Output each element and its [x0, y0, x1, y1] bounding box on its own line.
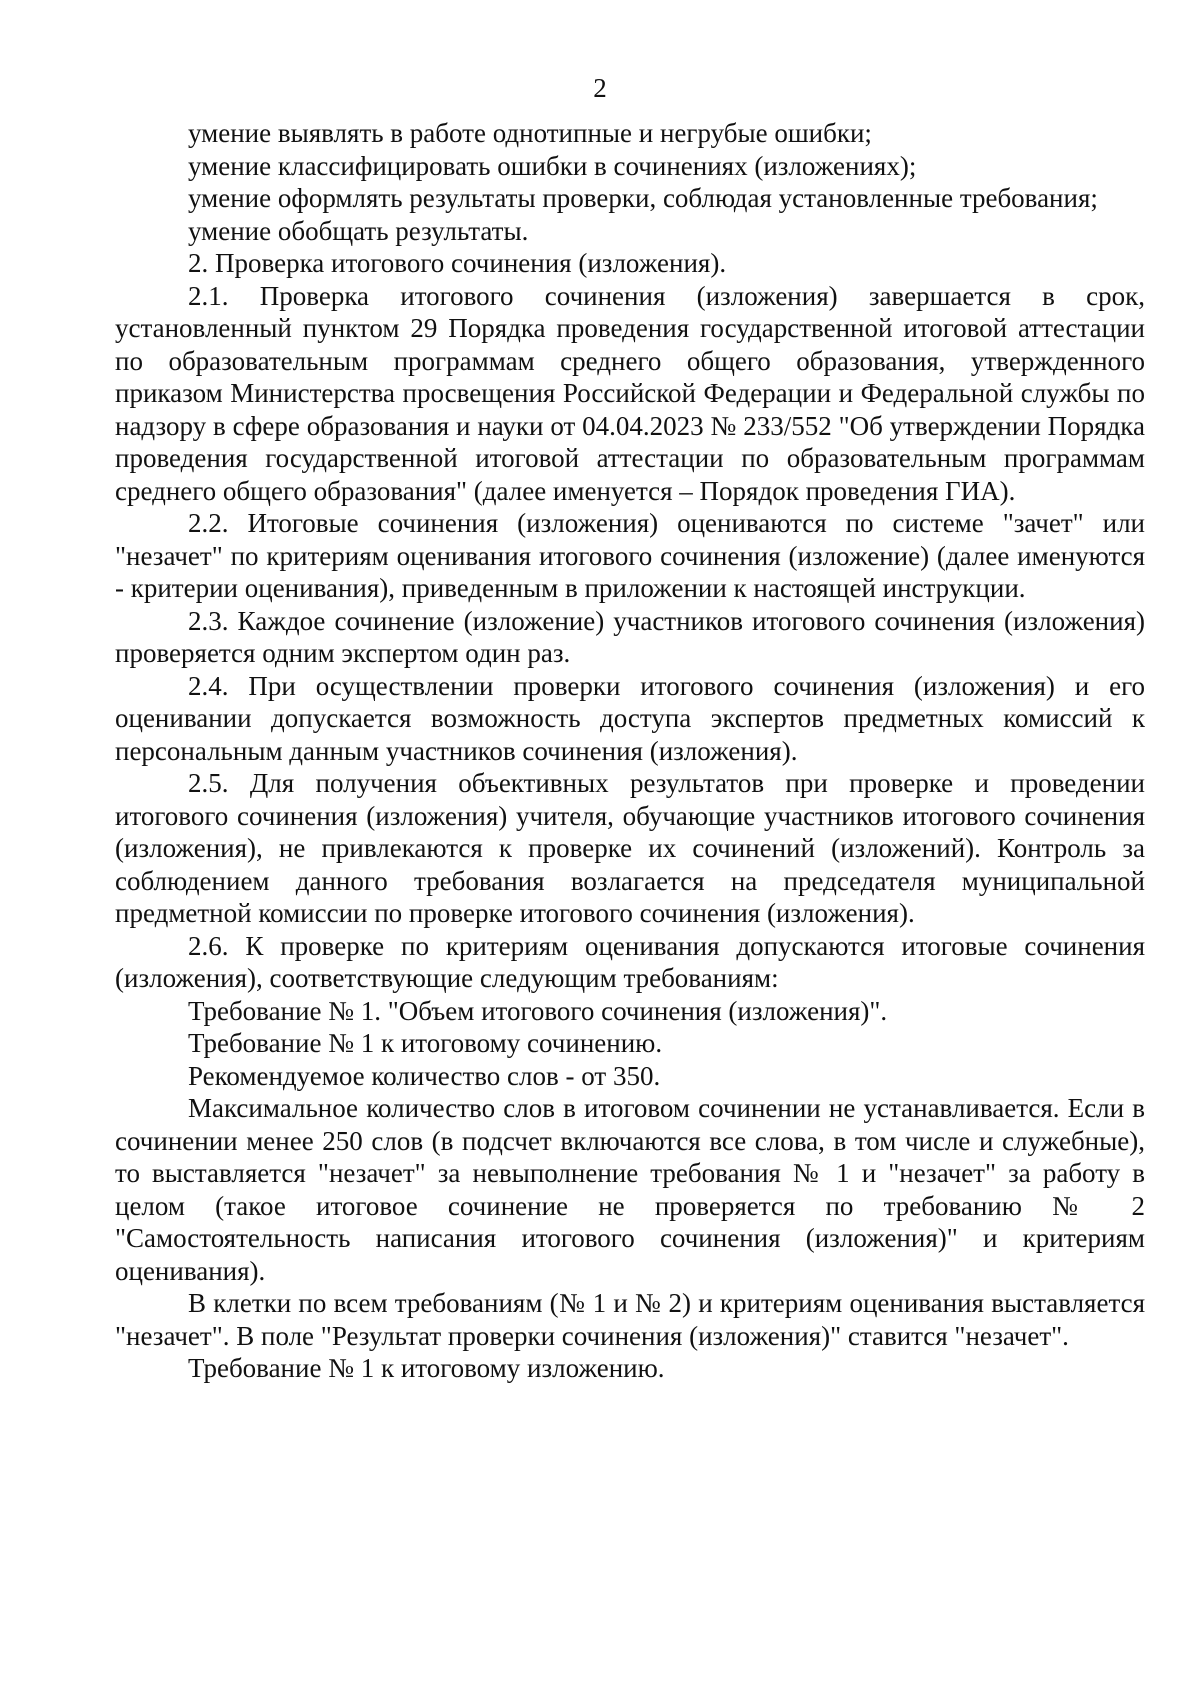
- paragraph: Максимальное количество слов в итоговом сочинении не устанавливается. Если в сочинении менее 250 слов (в подсчет включаются все слова, в том числе и служебные), то выставляется "незачет" за невыполнение требования № 1 и "незачет" за работу в целом (такое итоговое сочинение не проверяется по требованию № 2 "Самостоятельность написания итогового сочинения (изложения)" и критериям оценивания).: [115, 1093, 1145, 1286]
- paragraph: 2.3. Каждое сочинение (изложение) участников итогового сочинения (изложения) проверяется одним экспертом один раз.: [115, 605, 1145, 668]
- paragraph: умение выявлять в работе однотипные и негрубые ошибки;: [188, 118, 872, 148]
- page-number: 2: [593, 73, 607, 103]
- paragraph: 2.2. Итоговые сочинения (изложения) оцениваются по системе "зачет" или "незачет" по критериям оценивания итогового сочинения (изложение) (далее именуются - критерии оценивания), приведенным в приложении к настоящей инструкции.: [115, 508, 1145, 603]
- document-body: [115, 117, 1145, 1385]
- paragraph: 2.5. Для получения объективных результатов при проверке и проведении итогового сочинения (изложения) учителя, обучающие участников итогового сочинения (изложения), не привлекаются к проверке их сочинений (изложений). Контроль за соблюдением данного требования возлагается на председателя муниципальной предметной комиссии по проверке итогового сочинения (изложения).: [115, 768, 1145, 928]
- paragraph: умение оформлять результаты проверки, соблюдая установленные требования;: [188, 183, 1098, 213]
- paragraph: Требование № 1 к итоговому изложению.: [188, 1353, 665, 1383]
- paragraph: умение обобщать результаты.: [188, 215, 529, 246]
- paragraph: Рекомендуемое количество слов - от 350.: [188, 1060, 661, 1091]
- paragraph: Требование № 1 к итоговому сочинению.: [188, 1028, 663, 1058]
- paragraph: 2.1. Проверка итогового сочинения (изложения) завершается в срок, установленный пунктом 29 Порядка проведения государственной итоговой аттестации по образовательным программам среднего общего образования, утвержденного приказом Министерства просвещения Российской Федерации и Федеральной службы по надзору в сфере образования и науки от 04.04.2023 № 233/552 "Об утверждении Порядка проведения государственной итоговой аттестации по образовательным программам среднего общего образования" (далее именуется – Порядок проведения ГИА).: [115, 280, 1145, 506]
- paragraph: 2. Проверка итогового сочинения (изложения).: [188, 248, 727, 278]
- paragraph: умение классифицировать ошибки в сочинениях (изложениях);: [188, 150, 917, 181]
- paragraph: 2.6. К проверке по критериям оценивания допускаются итоговые сочинения (изложения), соответствующие следующим требованиям:: [115, 930, 1145, 993]
- paragraph: В клетки по всем требованиям (№ 1 и № 2) и критериям оценивания выставляется "незачет". В поле "Результат проверки сочинения (изложения)" ставится "незачет".: [115, 1288, 1145, 1351]
- paragraph: Требование № 1. "Объем итогового сочинения (изложения)".: [188, 995, 888, 1026]
- paragraph: 2.4. При осуществлении проверки итогового сочинения (изложения) и его оценивании допускается возможность доступа экспертов предметных комиссий к персональным данным участников сочинения (изложения).: [115, 670, 1145, 766]
